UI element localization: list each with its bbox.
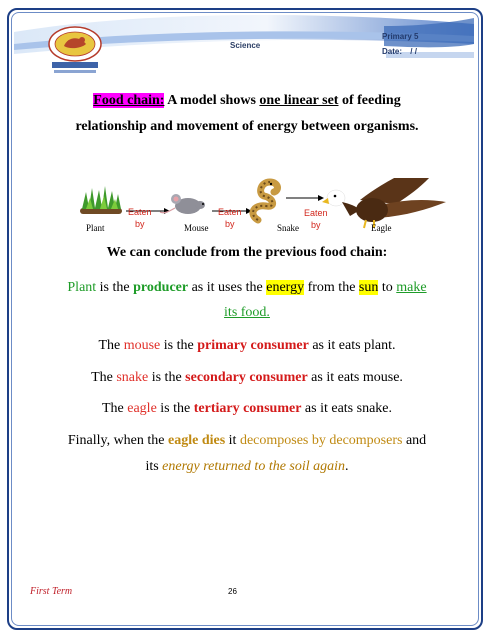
eaten-by-label-2: Eaten by	[218, 207, 242, 229]
definition-line-1: Food chain: A model shows one linear set of feeding	[93, 93, 401, 108]
label-snake: Snake	[277, 223, 299, 233]
snake-illustration	[253, 182, 278, 220]
eaten-by-label-3: Eaten by	[304, 208, 328, 230]
mouse-consumer-line: The mouse is the primary consumer as it eats plant.	[98, 338, 396, 353]
label-mouse: Mouse	[184, 223, 209, 233]
snake-consumer-line: The snake is the secondary consumer as it eats mouse.	[91, 370, 403, 385]
arrow-3	[286, 195, 324, 201]
term-food-chain: Food chain:	[93, 93, 165, 108]
eaten-by-label-1: Eaten by	[128, 207, 152, 229]
plant-producer-line: Plant is the producer as it uses the energy from the sun to make	[67, 280, 427, 295]
eagle-consumer-line: The eagle is the tertiary consumer as it eats snake.	[101, 401, 393, 416]
grade-label: Primary 5	[382, 32, 419, 41]
one-linear-set: one linear set	[259, 93, 339, 108]
date-value: / /	[410, 47, 417, 56]
label-plant: Plant	[86, 223, 105, 233]
subject-label: Science	[230, 41, 261, 50]
date-field	[382, 47, 417, 56]
footer-term: First Term	[30, 586, 73, 597]
definition-line-2: relationship and movement of energy between organisms.	[75, 119, 419, 134]
school-logo	[40, 24, 110, 76]
date-label: Date:	[382, 47, 403, 56]
page-number: 26	[228, 587, 237, 596]
decomposition-line-2: its energy returned to the soil again.	[145, 459, 349, 474]
conclusion-heading: We can conclude from the previous food chain:	[106, 245, 388, 260]
label-eagle: Eagle	[371, 223, 392, 233]
decomposition-line: Finally, when the eagle dies it decomposes by decomposers and	[67, 433, 427, 448]
eagle-illustration	[322, 178, 446, 228]
plant-illustration	[80, 186, 122, 214]
plant-producer-line-2: its food.	[224, 305, 270, 320]
